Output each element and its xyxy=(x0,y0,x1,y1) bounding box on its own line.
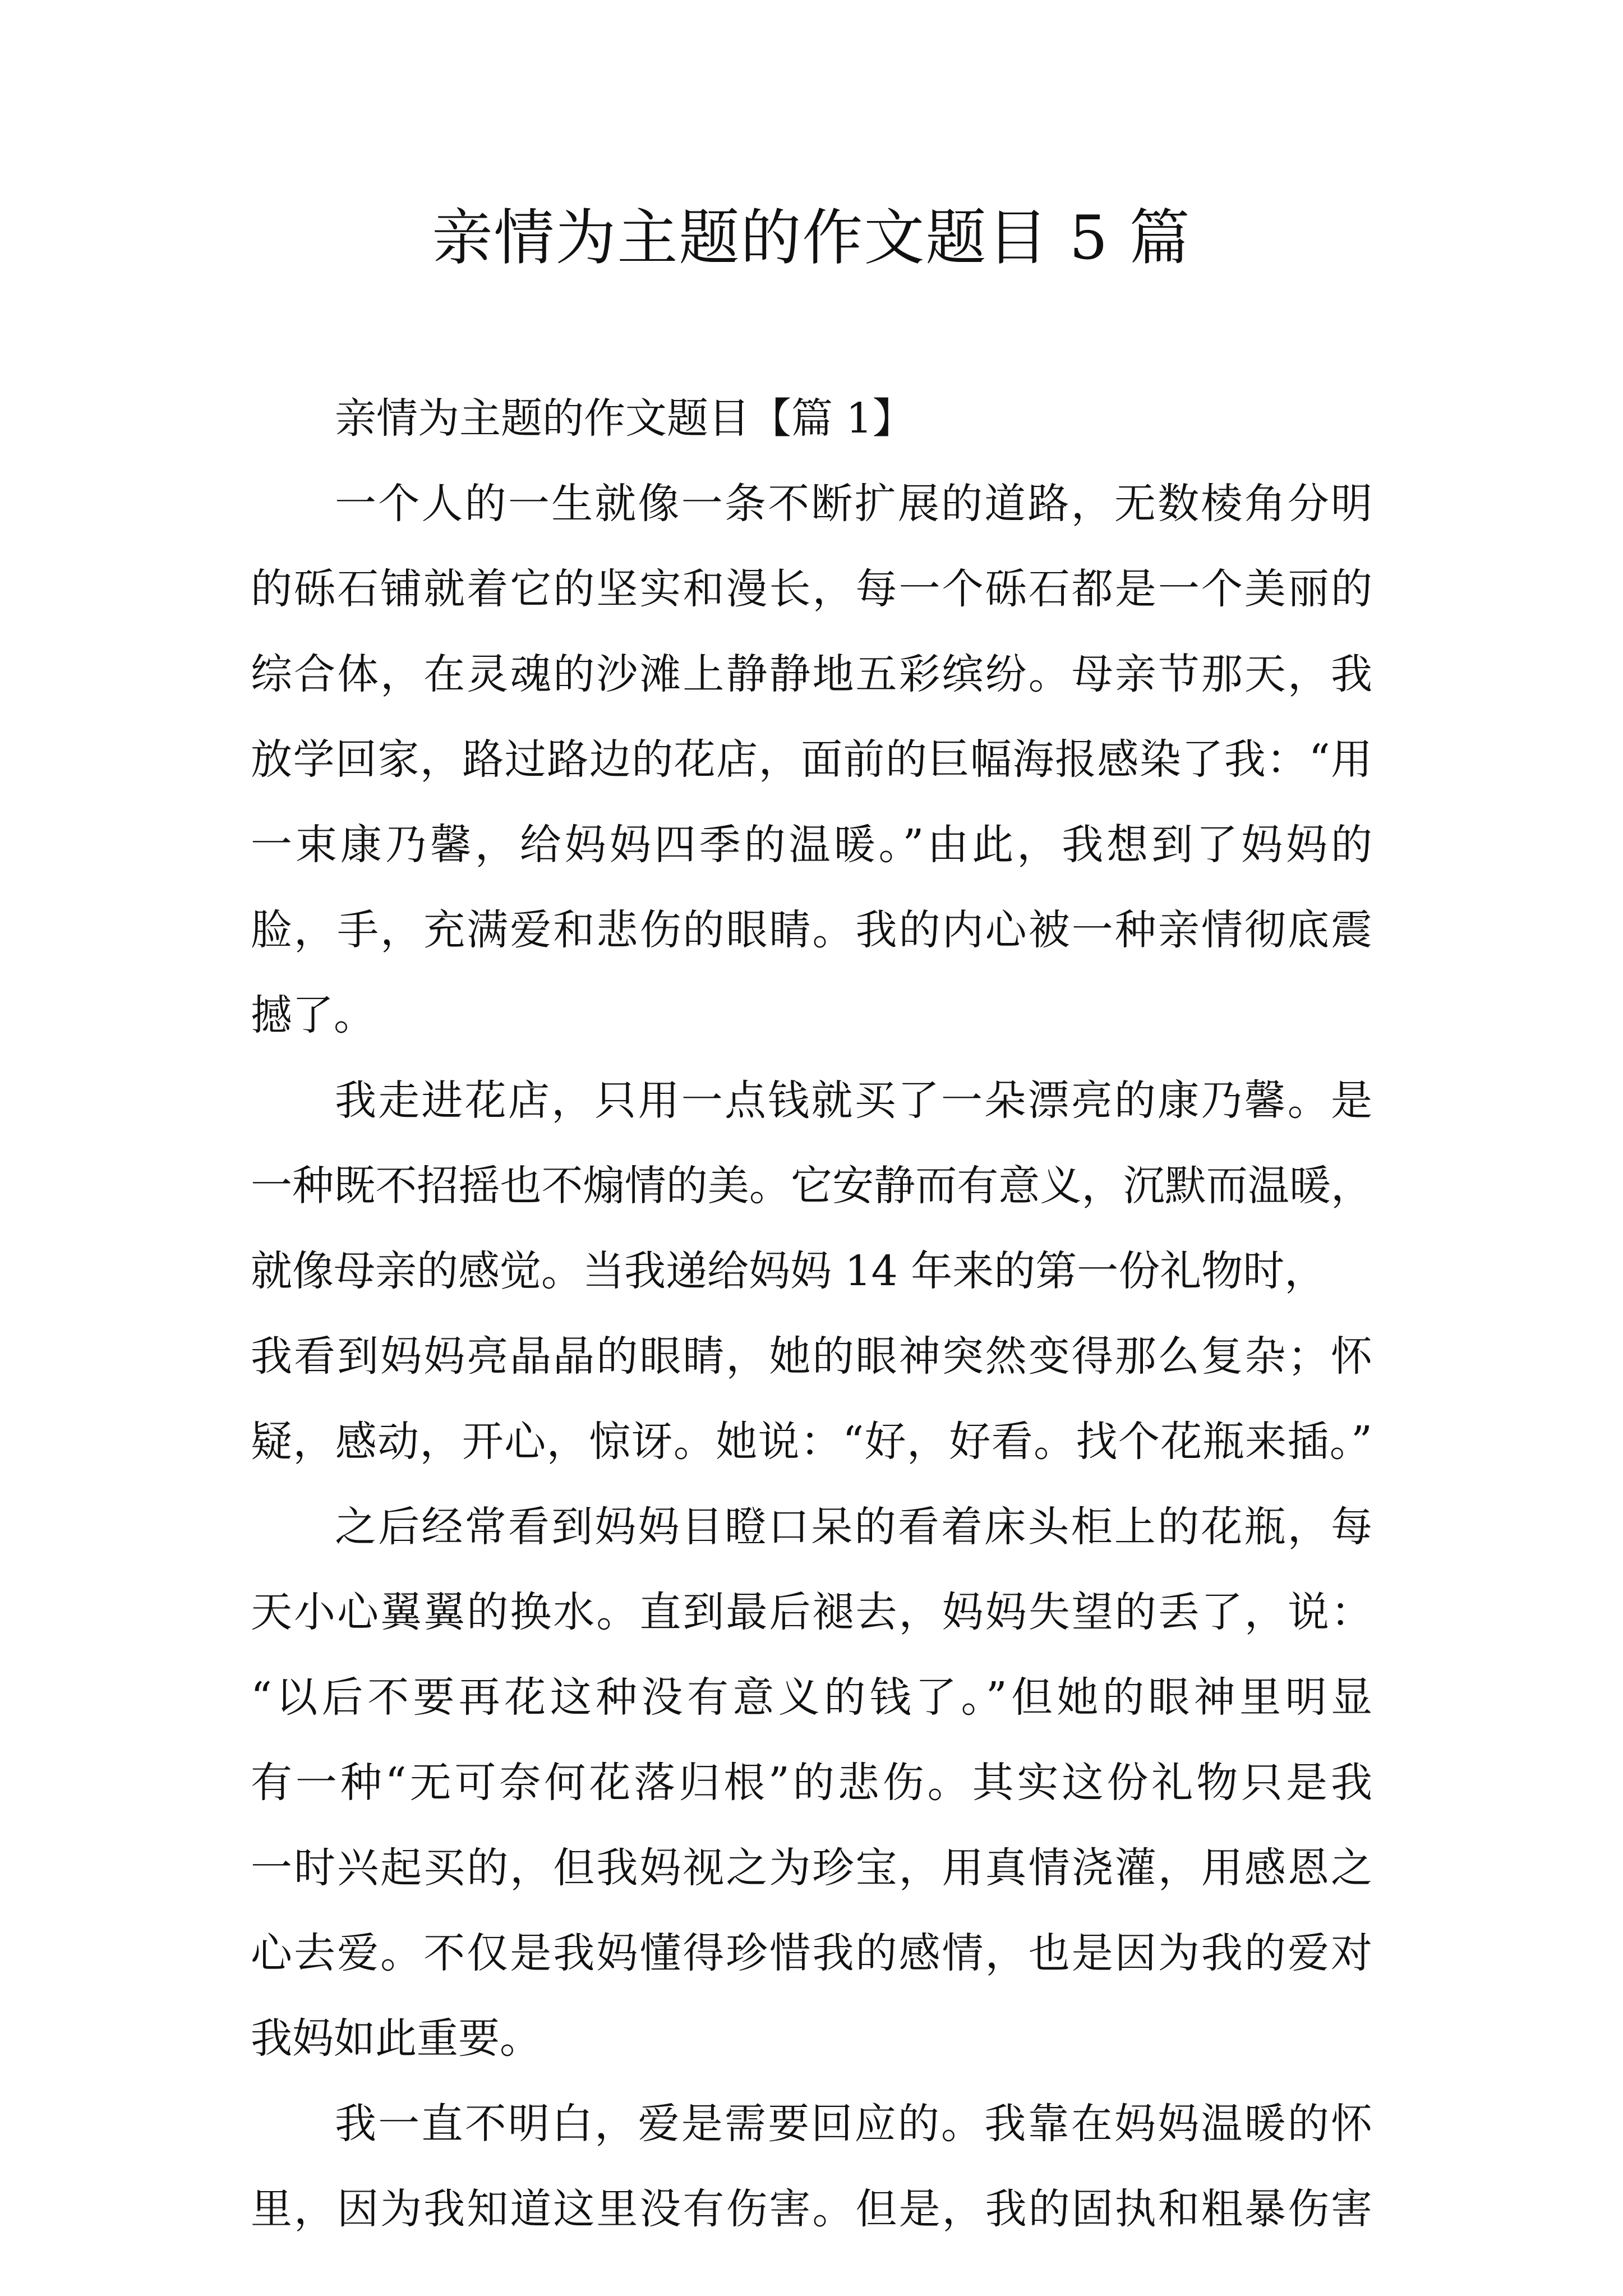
paragraph-line: 一时兴起买的，但我妈视之为珍宝，用真情浇灌，用感恩之 xyxy=(251,1844,1372,1892)
paragraph-line: 一个人的一生就像一条不断扩展的道路，无数棱角分明 xyxy=(335,480,1372,528)
paragraph-line: 里，因为我知道这里没有伤害。但是，我的固执和粗暴伤害 xyxy=(251,2185,1372,2233)
document-body xyxy=(251,376,1372,2252)
paragraph-line: 脸，手，充满爱和悲伤的眼睛。我的内心被一种亲情彻底震 xyxy=(251,906,1372,954)
paragraph-line: “以后不要再花这种没有意义的钱了。”但她的眼神里明显 xyxy=(251,1673,1372,1722)
section-heading: 亲情为主题的作文题目【篇 1】 xyxy=(335,394,914,443)
paragraph-line: 就像母亲的感觉。当我递给妈妈 14 年来的第一份礼物时， xyxy=(251,1247,1326,1295)
paragraph-line: 我一直不明白，爱是需要回应的。我靠在妈妈温暖的怀 xyxy=(335,2100,1372,2148)
paragraph-line: 心去爱。不仅是我妈懂得珍惜我的感情，也是因为我的爱对 xyxy=(251,1929,1372,1977)
paragraph-line: 之后经常看到妈妈目瞪口呆的看着床头柜上的花瓶，每 xyxy=(335,1503,1372,1551)
paragraph-line: 有一种“无可奈何花落归根”的悲伤。其实这份礼物只是我 xyxy=(251,1759,1372,1807)
paragraph-line: 的砾石铺就着它的坚实和漫长，每一个砾石都是一个美丽的 xyxy=(251,565,1372,613)
paragraph-line: 疑，感动，开心，惊讶。她说：“好，好看。找个花瓶来插。” xyxy=(251,1418,1372,1466)
paragraph-line: 我妈如此重要。 xyxy=(251,2014,541,2063)
paragraph-line: 撼了。 xyxy=(251,991,375,1039)
paragraph-line: 一种既不招摇也不煽情的美。它安静而有意义，沉默而温暖， xyxy=(251,1162,1372,1210)
paragraph-line: 我走进花店，只用一点钱就买了一朵漂亮的康乃馨。是 xyxy=(335,1076,1372,1125)
paragraph-line: 放学回家，路过路边的花店，面前的巨幅海报感染了我：“用 xyxy=(251,735,1372,784)
paragraph-line: 一束康乃馨，给妈妈四季的温暖。”由此，我想到了妈妈的 xyxy=(251,821,1372,869)
document-title: 亲情为主题的作文题目 5 篇 xyxy=(432,203,1191,273)
paragraph-line: 天小心翼翼的换水。直到最后褪去，妈妈失望的丢了，说： xyxy=(251,1588,1372,1636)
paragraph-line: 我看到妈妈亮晶晶的眼睛，她的眼神突然变得那么复杂；怀 xyxy=(251,1332,1372,1381)
paragraph-line: 综合体，在灵魂的沙滩上静静地五彩缤纷。母亲节那天，我 xyxy=(251,650,1372,698)
